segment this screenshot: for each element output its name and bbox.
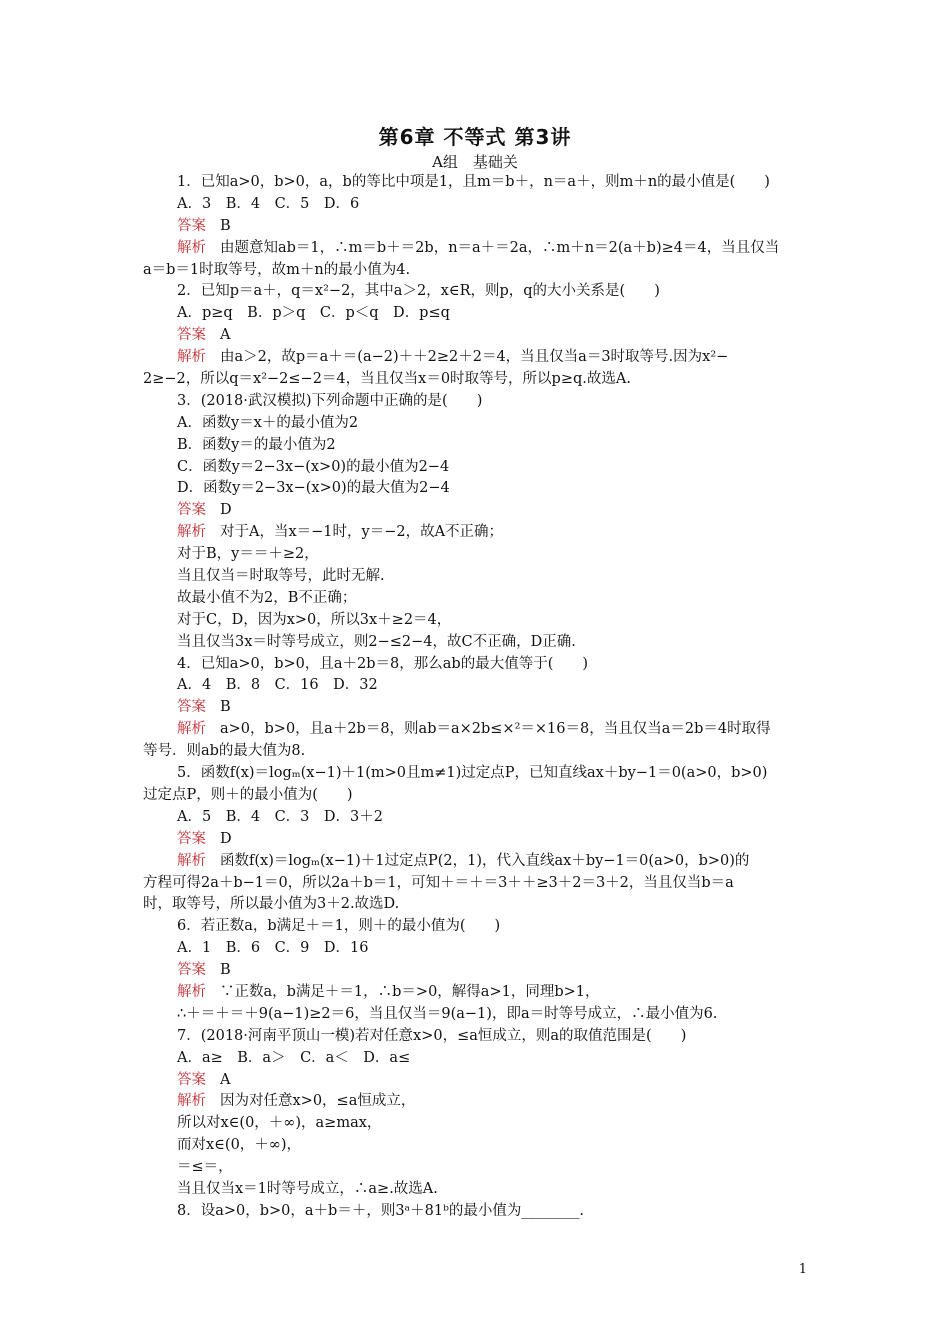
analysis-label: 解析 (177, 239, 206, 256)
line-text: A (220, 1071, 231, 1088)
analysis-line (143, 1091, 811, 1113)
solution-line (143, 1179, 811, 1201)
solution-line (143, 1135, 811, 1157)
line-text: a>0，b>0，且a＋2b＝8，则ab＝a×2b≤×²＝×16＝8，当且仅当a＝2b＝4时取得 (220, 721, 771, 738)
options-line (143, 807, 811, 829)
line-text: ＝≤＝， (177, 1159, 233, 1176)
options-line (143, 938, 811, 960)
answer-label: 答案 (177, 830, 206, 847)
line-text: ∴＋＝＋＝＋9(a−1)≥2＝6，当且仅当＝9(a−1)，即a＝时等号成立，∴最小值为6. (177, 1005, 718, 1022)
continuation-line (143, 369, 811, 391)
answer-line (143, 216, 811, 238)
line-text: D (220, 830, 232, 847)
question-line (143, 281, 811, 303)
line-text: 对于C，D，因为x>0，所以3x＋≥2＝4， (177, 611, 452, 628)
options-line (143, 457, 811, 479)
line-text: 函数f(x)＝logₘ(x−1)＋1过定点P(2，1)，代入直线ax＋by−1＝0(a>0，b>0)的 (220, 852, 750, 869)
answer-line (143, 1070, 811, 1092)
line-text: A．函数y＝x＋的最小值为2 (177, 414, 359, 431)
answer-line (143, 697, 811, 719)
question-line (143, 1201, 811, 1223)
line-text: D (220, 502, 232, 519)
question-body (143, 172, 811, 1223)
line-text: 等号．则ab的最大值为8. (143, 743, 306, 760)
line-text: B (220, 962, 231, 979)
line-text: 当且仅当3x＝时等号成立，则2−≤2−4，故C不正确，D正确. (177, 633, 576, 650)
answer-label: 答案 (177, 1071, 206, 1088)
line-text: 由a＞2，故p＝a＋＝(a−2)＋＋2≥2＋2＝4，当且仅当a＝3时取等号.因为x²− (220, 349, 729, 366)
analysis-line (143, 347, 811, 369)
question-line (143, 391, 811, 413)
line-text: 6．若正数a，b满足＋＝1，则＋的最小值为( ) (177, 918, 501, 935)
analysis-line (143, 851, 811, 873)
analysis-label: 解析 (177, 852, 206, 869)
options-line (143, 1048, 811, 1070)
analysis-label: 解析 (177, 721, 206, 738)
continuation-line (143, 741, 811, 763)
continuation-line (143, 873, 811, 895)
line-text: 2．已知p＝a＋，q＝x²−2，其中a＞2，x∈R，则p，q的大小关系是( ) (177, 283, 660, 300)
line-text: 3．(2018·武汉模拟)下列命题中正确的是( ) (177, 392, 483, 409)
question-line (143, 172, 811, 194)
line-text: 对于A，当x＝−1时，y＝−2，故A不正确； (220, 524, 504, 541)
line-text: A．1 B．6 C．9 D．16 (177, 940, 369, 957)
solution-line (143, 588, 811, 610)
question-line (143, 654, 811, 676)
answer-label: 答案 (177, 962, 206, 979)
line-text: 时，取等号，所以最小值为3＋2.故选D. (143, 896, 400, 913)
options-line (143, 413, 811, 435)
line-text: B (220, 217, 231, 234)
answer-line (143, 500, 811, 522)
options-line (143, 435, 811, 457)
line-text: 当且仅当＝时取等号，此时无解. (177, 568, 385, 585)
continuation-line (143, 260, 811, 282)
line-text: 而对x∈(0，＋∞)， (177, 1137, 302, 1154)
analysis-label: 解析 (177, 524, 206, 541)
answer-label: 答案 (177, 502, 206, 519)
solution-line (143, 1004, 811, 1026)
answer-line (143, 325, 811, 347)
solution-line (143, 566, 811, 588)
line-text: B (220, 699, 231, 716)
analysis-line (143, 522, 811, 544)
analysis-line (143, 719, 811, 741)
solution-line (143, 610, 811, 632)
line-text: A．a≥ B．a＞ C．a＜ D．a≤ (177, 1049, 411, 1066)
answer-line (143, 960, 811, 982)
line-text: A．4 B．8 C．16 D．32 (177, 677, 378, 694)
line-text: 当且仅当x＝1时等号成立，∴a≥.故选A. (177, 1180, 438, 1197)
line-text: a＝b＝1时取等号，故m＋n的最小值为4. (143, 261, 411, 278)
line-text: 故最小值不为2，B不正确； (177, 589, 357, 606)
line-text: 7．(2018·河南平顶山一模)若对任意x>0，≤a恒成立，则a的取值范围是( ) (177, 1027, 687, 1044)
line-text: 1．已知a>0，b>0，a，b的等比中项是1，且m＝b＋，n＝a＋，则m＋n的最小值是( ) (177, 174, 770, 190)
line-text: A．3 B．4 C．5 D．6 (177, 195, 360, 212)
answer-label: 答案 (177, 327, 206, 344)
analysis-label: 解析 (177, 1093, 206, 1110)
line-text: 4．已知a>0，b>0，且a＋2b＝8，那么ab的最大值等于( ) (177, 655, 589, 672)
continuation-line (143, 894, 811, 916)
line-text: D．函数y＝2−3x−(x>0)的最大值为2−4 (177, 480, 450, 497)
question-line (143, 1026, 811, 1048)
options-line (143, 303, 811, 325)
line-text: C．函数y＝2−3x−(x>0)的最小值为2−4 (177, 458, 450, 475)
line-text: 因为对任意x>0，≤a恒成立， (220, 1093, 416, 1110)
line-text: A．5 B．4 C．3 D．3＋2 (177, 808, 383, 825)
line-text: B．函数y＝的最小值为2 (177, 436, 336, 453)
analysis-label: 解析 (177, 349, 206, 366)
analysis-line (143, 238, 811, 260)
solution-line (143, 544, 811, 566)
section-heading: A组 基础关 (432, 153, 518, 171)
answer-line (143, 829, 811, 851)
line-text: 过定点P，则＋的最小值为( ) (143, 786, 353, 803)
question-line (143, 763, 811, 785)
line-text: 2≥−2，所以q＝x²−2≤−2＝4，当且仅当x＝0时取等号，所以p≥q.故选A. (143, 371, 631, 388)
line-text: 5．函数f(x)＝logₘ(x−1)＋1(m>0且m≠1)过定点P，已知直线ax＋by−1＝0(a>0，b>0) (177, 765, 768, 782)
solution-line (143, 632, 811, 654)
page-title: 第6章 不等式 第3讲 (378, 125, 572, 149)
solution-line (143, 1113, 811, 1135)
line-text: A (220, 327, 231, 344)
line-text: A．p≥q B．p＞q C．p＜q D．p≤q (177, 305, 450, 322)
solution-line (143, 1157, 811, 1179)
analysis-line (143, 982, 811, 1004)
line-text: 方程可得2a＋b−1＝0，所以2a＋b＝1，可知＋＝＋＝3＋＋≥3＋2＝3＋2，当且仅当b＝a (143, 874, 734, 891)
options-line (143, 675, 811, 697)
answer-label: 答案 (177, 699, 206, 716)
line-text: 对于B，y＝＝＋≥2， (177, 546, 319, 563)
line-text: 所以对x∈(0，＋∞)，a≥max， (177, 1115, 382, 1132)
line-text: 由题意知ab＝1，∴m＝b＋＝2b，n＝a＋＝2a，∴m＋n＝2(a＋b)≥4＝4，当且仅当 (220, 239, 780, 256)
line-text: 8．设a>0，b>0，a＋b＝＋，则3ᵃ＋81ᵇ的最小值为________. (177, 1202, 585, 1219)
answer-label: 答案 (177, 217, 206, 234)
continuation-line (143, 785, 811, 807)
line-text: ∵正数a，b满足＋＝1，∴b＝>0，解得a>1，同理b>1， (220, 983, 600, 1000)
page-number: 1 (798, 1262, 807, 1277)
options-line (143, 194, 811, 216)
question-line (143, 916, 811, 938)
options-line (143, 478, 811, 500)
analysis-label: 解析 (177, 983, 206, 1000)
